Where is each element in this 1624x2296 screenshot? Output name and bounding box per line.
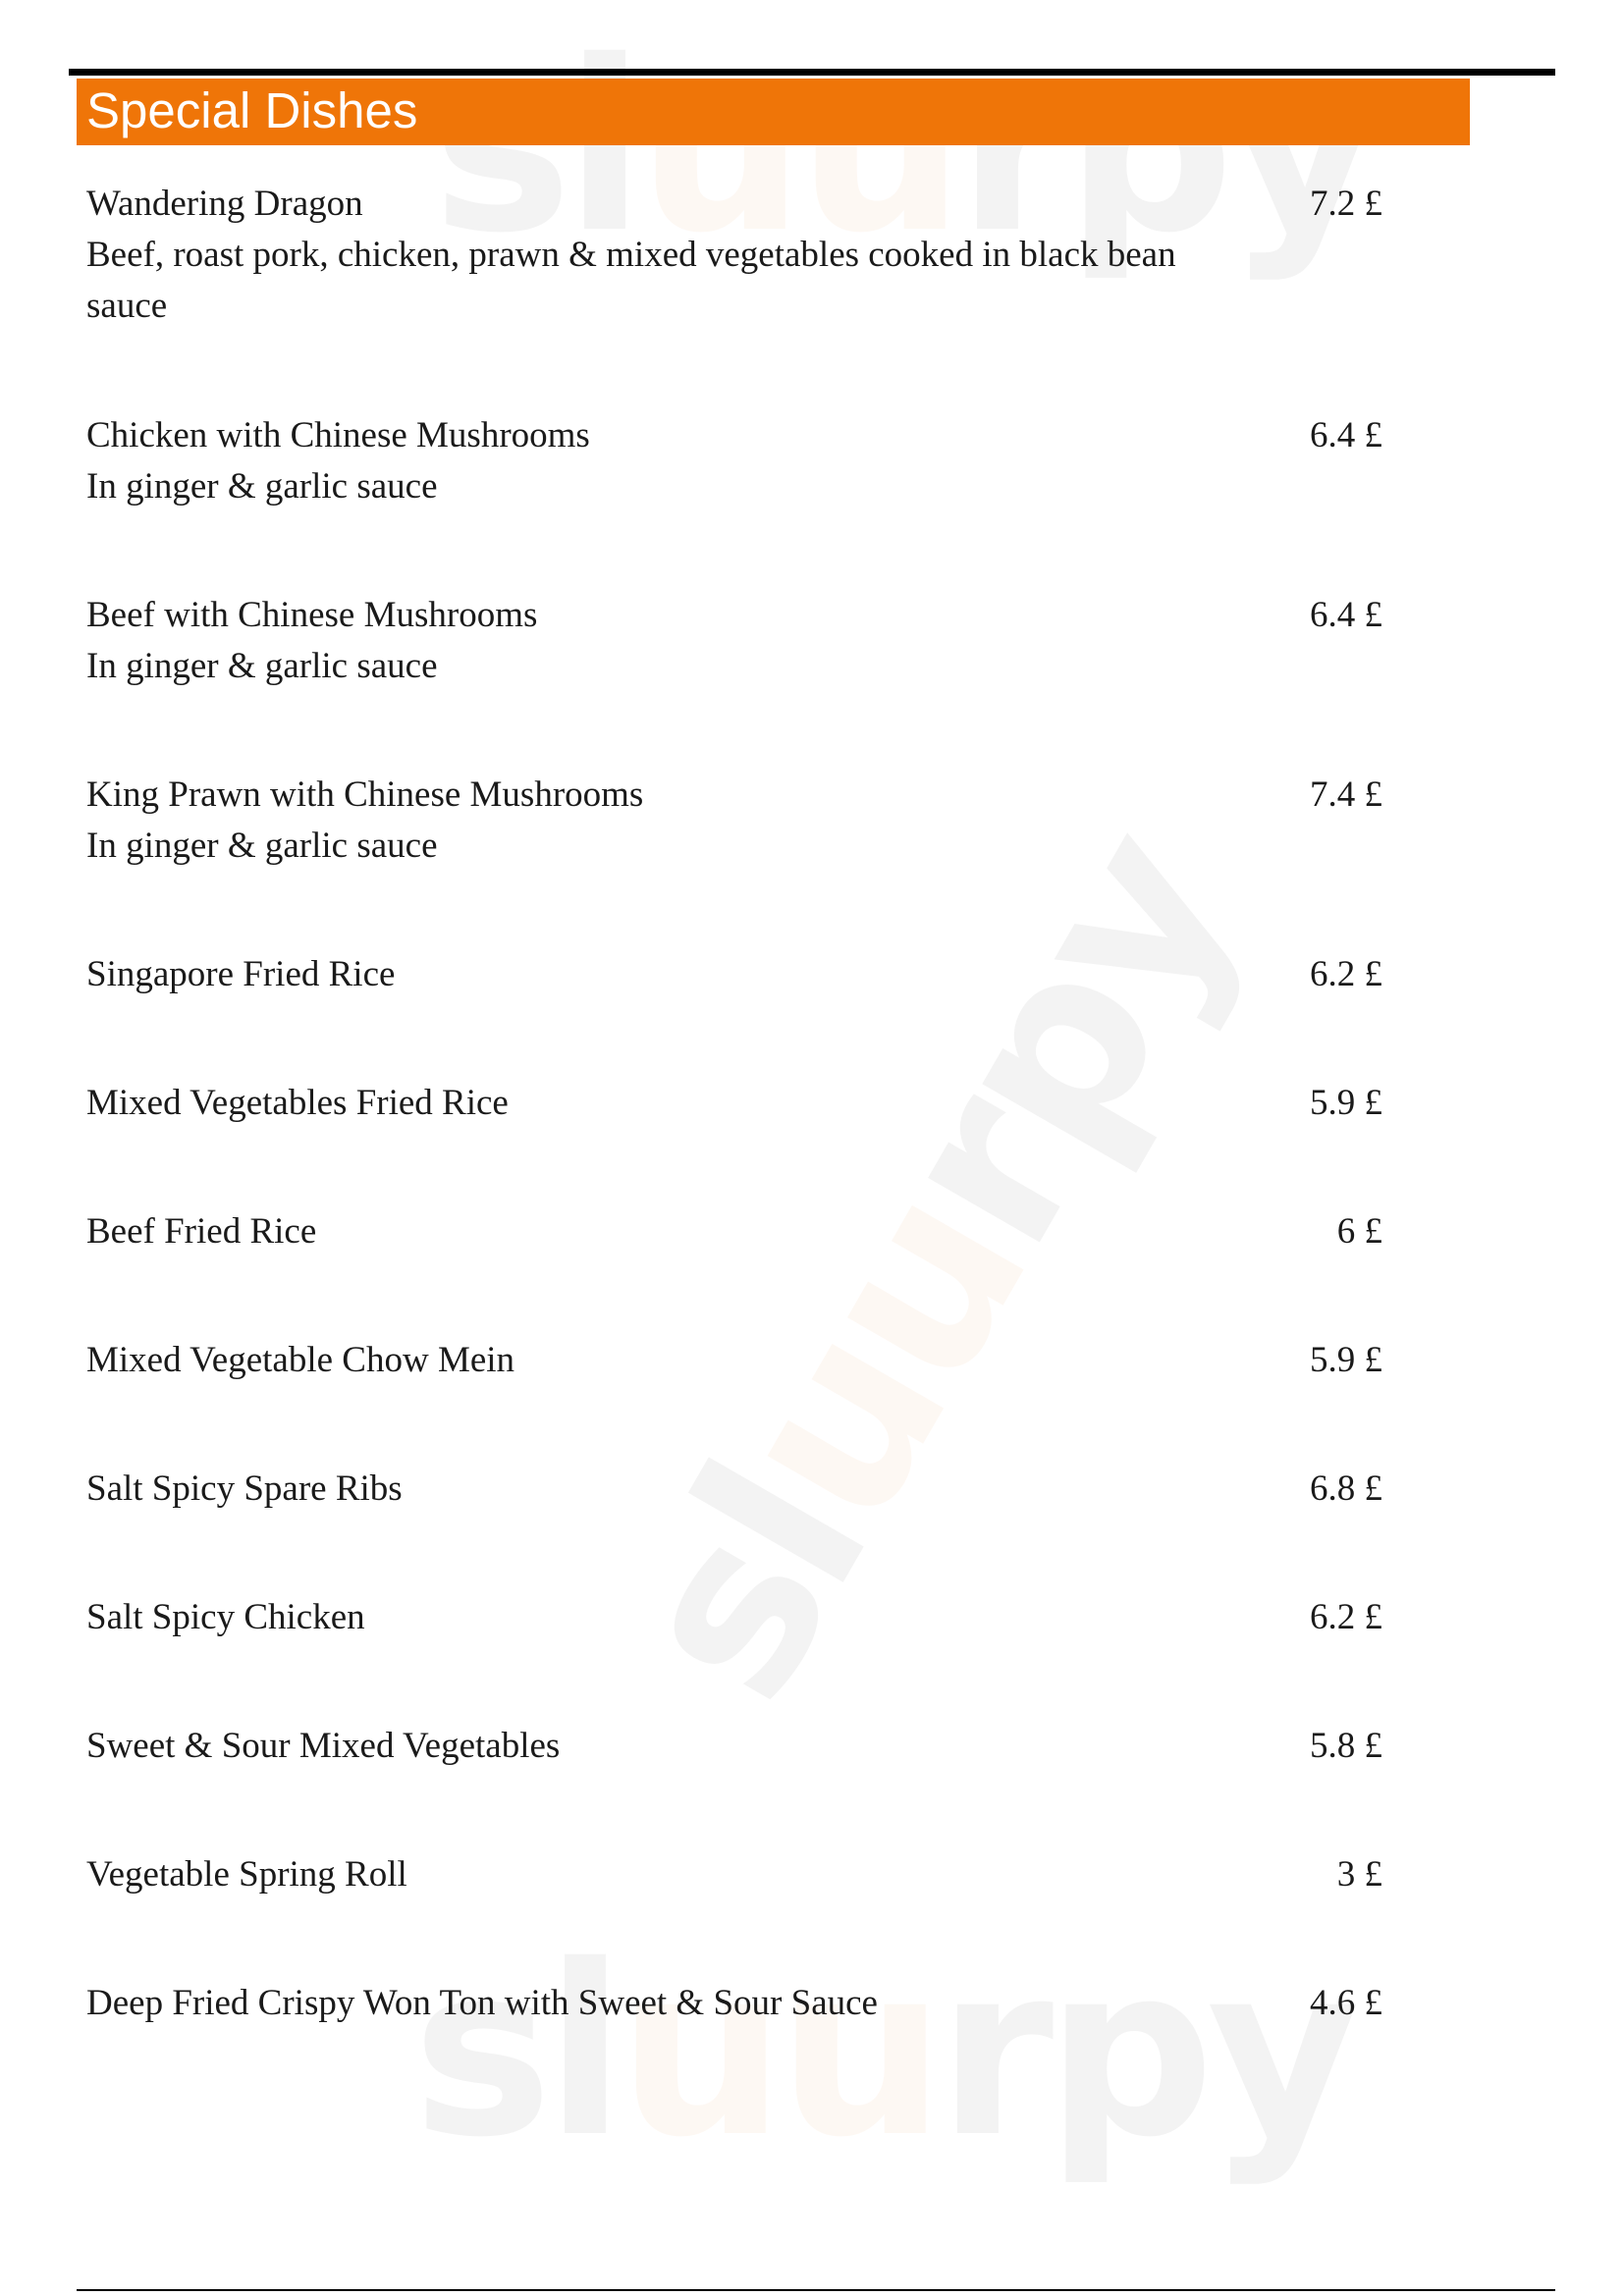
- menu-item: [86, 1464, 1382, 1515]
- dish-price: 6.2 £: [1310, 954, 1382, 994]
- bottom-divider: [77, 2289, 1555, 2291]
- menu-item: [86, 949, 1382, 1000]
- dish-name: King Prawn with Chinese Mushrooms: [86, 774, 644, 815]
- dish-description: Beef, roast pork, chicken, prawn & mixed vegetables cooked in black bean sauce: [86, 235, 1176, 326]
- dish-price: 7.2 £: [1310, 184, 1382, 224]
- dish-name: Sweet & Sour Mixed Vegetables: [86, 1726, 561, 1766]
- menu-item: [86, 1592, 1382, 1643]
- dish-price: 6.4 £: [1310, 595, 1382, 635]
- dish-name: Singapore Fried Rice: [86, 954, 396, 994]
- menu-item: [86, 410, 1382, 512]
- dish-name: Mixed Vegetable Chow Mein: [86, 1340, 515, 1380]
- dish-name: Deep Fried Crispy Won Ton with Sweet & Sour Sauce: [86, 1983, 878, 2023]
- section-title: Special Dishes: [86, 82, 418, 138]
- dish-price: 6 £: [1336, 1211, 1382, 1252]
- section-header: [77, 79, 1470, 145]
- menu-item: [86, 1078, 1382, 1129]
- dish-name: Vegetable Spring Roll: [86, 1854, 407, 1895]
- dish-name: Beef Fried Rice: [86, 1211, 317, 1252]
- dish-name: Beef with Chinese Mushrooms: [86, 595, 538, 635]
- menu-item: [86, 179, 1382, 332]
- dish-price: 6.8 £: [1310, 1468, 1382, 1509]
- dish-price: 5.9 £: [1310, 1083, 1382, 1123]
- menu-item: [86, 770, 1382, 872]
- dish-price: 5.9 £: [1310, 1340, 1382, 1380]
- slurpy-watermark-logo: [412, 1914, 1352, 2189]
- dish-name: Mixed Vegetables Fried Rice: [86, 1083, 509, 1123]
- dish-name: Salt Spicy Chicken: [86, 1597, 365, 1637]
- dish-description: In ginger & garlic sauce: [86, 826, 438, 866]
- menu-item: [86, 1335, 1382, 1386]
- dish-price: 6.4 £: [1310, 415, 1382, 455]
- menu-item: [86, 1849, 1382, 1900]
- dish-name: Chicken with Chinese Mushrooms: [86, 415, 590, 455]
- dish-price: 7.4 £: [1310, 774, 1382, 815]
- dish-description: In ginger & garlic sauce: [86, 646, 438, 686]
- dish-price: 5.8 £: [1310, 1726, 1382, 1766]
- menu-item: [86, 590, 1382, 692]
- dish-price: 6.2 £: [1310, 1597, 1382, 1637]
- top-divider: [69, 69, 1555, 76]
- menu-item: [86, 1978, 1382, 2029]
- dish-description: In ginger & garlic sauce: [86, 466, 438, 507]
- dish-name: Salt Spicy Spare Ribs: [86, 1468, 403, 1509]
- dish-price: 4.6 £: [1310, 1983, 1382, 2023]
- dish-price: 3 £: [1336, 1854, 1382, 1895]
- dish-name: Wandering Dragon: [86, 184, 363, 224]
- menu-item: [86, 1206, 1382, 1257]
- menu-item: [86, 1721, 1382, 1772]
